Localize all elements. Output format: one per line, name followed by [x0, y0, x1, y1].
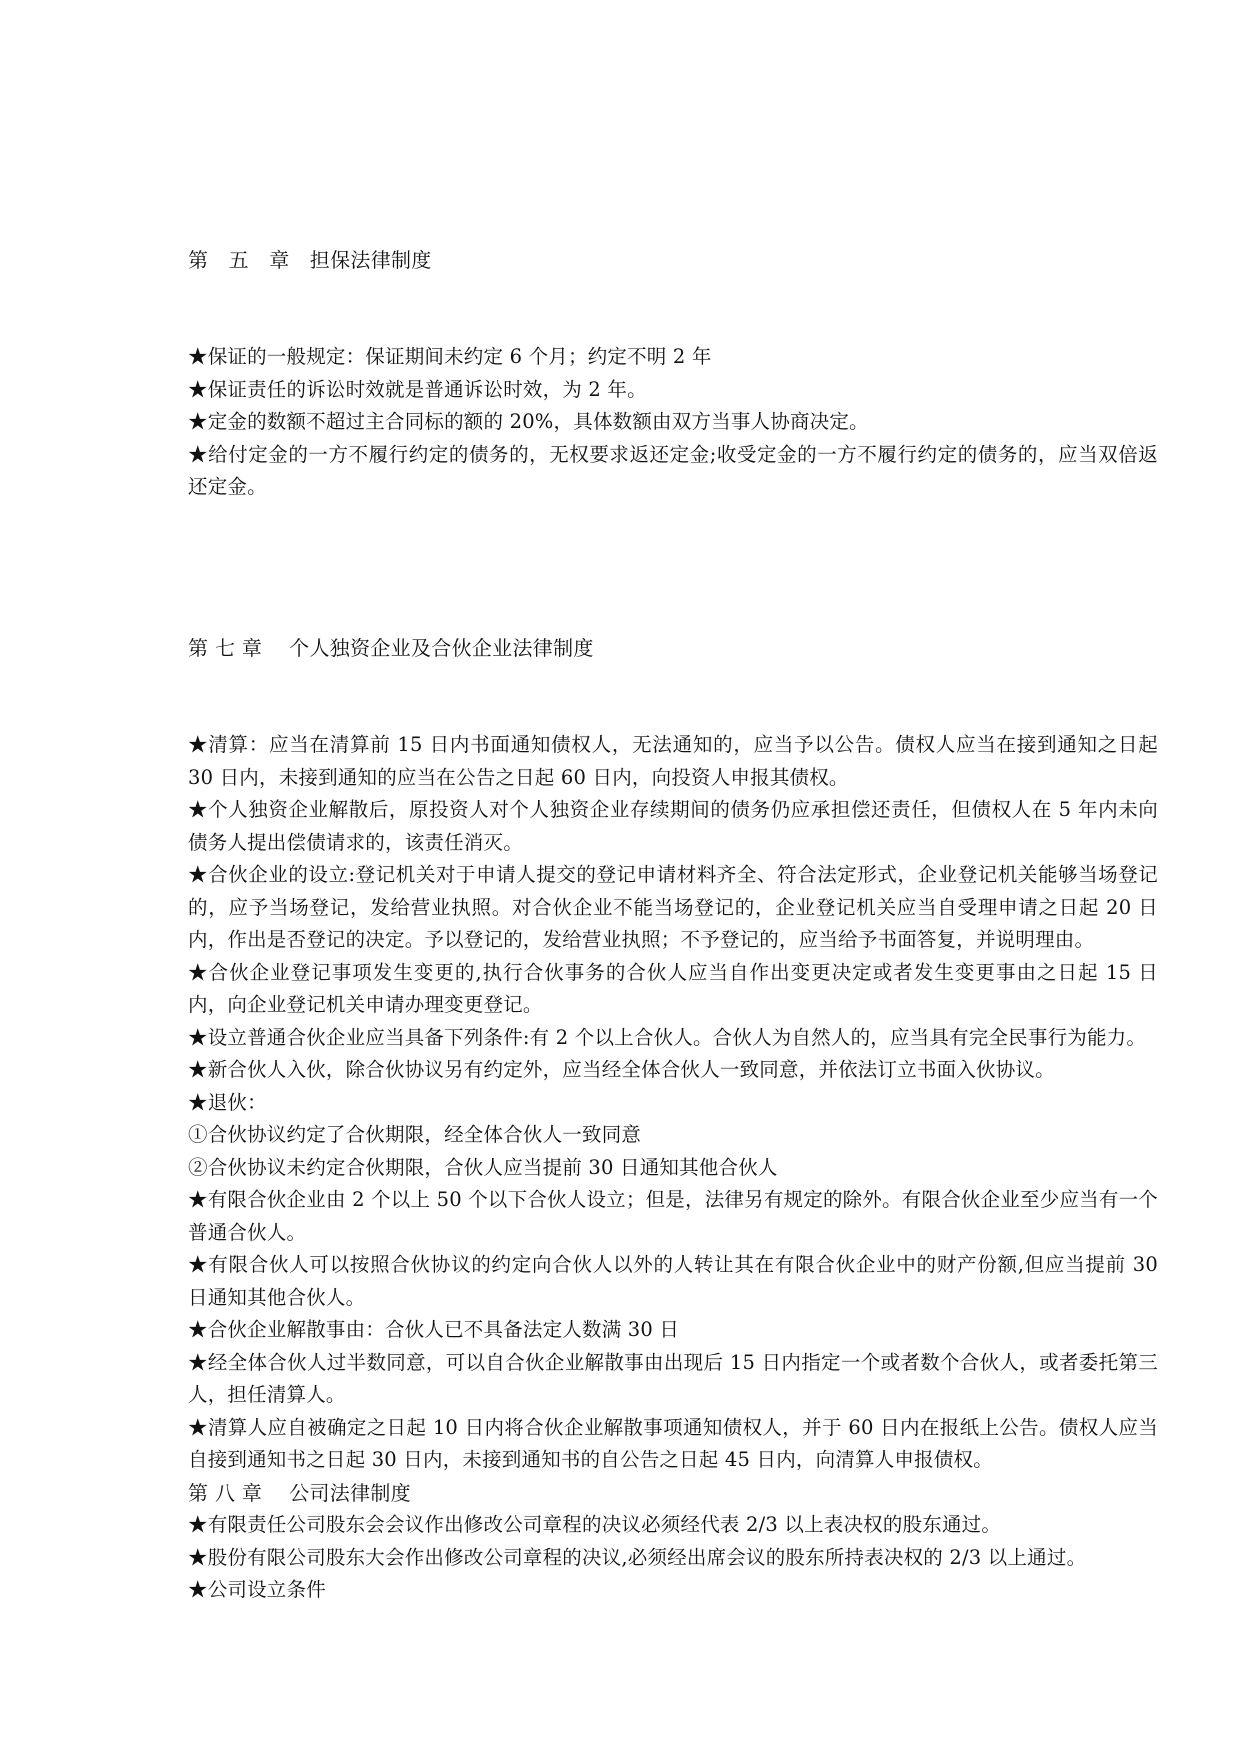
chapter-7-body	[188, 729, 1158, 1607]
chapter-5-item-3: ★定金的数额不超过主合同标的额的 20%，具体数额由双方当事人协商决定。	[188, 410, 869, 433]
chapter-7-item-13: ★经全体合伙人过半数同意，可以自合伙企业解散事由出现后 15 日内指定一个或者数个合伙人，或者委托第三人，担任清算人。	[188, 1350, 1158, 1406]
chapter-7-heading-block	[188, 632, 1158, 665]
chapter-5-item-1: ★保证的一般规定：保证期间未约定 6 个月；约定不明 2 年	[188, 345, 712, 368]
chapter-5-item-4: ★给付定金的一方不履行约定的债务的，无权要求返还定金;收受定金的一方不履行约定的债务的，应当双倍返还定金。	[188, 442, 1158, 498]
chapter-8-item-2: ★股份有限公司股东大会作出修改公司章程的决议,必须经出席会议的股东所持表决权的 2/3 以上通过。	[188, 1545, 1087, 1569]
chapter-8-item-1: ★有限责任公司股东会会议作出修改公司章程的决议必须经代表 2/3 以上表决权的股东通过。	[188, 1513, 1002, 1536]
chapter-5-heading: 第 五 章 担保法律制度	[188, 248, 432, 272]
chapter-7-item-8: ①合伙协议约定了合伙期限，经全体合伙人一致同意	[188, 1123, 642, 1146]
chapter-7-item-14: ★清算人应自被确定之日起 10 日内将合伙企业解散事项通知债权人，并于 60 日内在报纸上公告。债权人应当自接到通知书之日起 30 日内，未接到通知书的自公告之日起 45 日内，向清算人申报债权。	[188, 1415, 1158, 1471]
chapter-7-item-4: ★合伙企业登记事项发生变更的,执行合伙事务的合伙人应当自作出变更决定或者发生变更事由之日起 15 日内，向企业登记机关申请办理变更登记。	[188, 960, 1158, 1016]
chapter-5-heading-block	[188, 244, 1158, 277]
chapter-7-item-11: ★有限合伙人可以按照合伙协议的约定向合伙人以外的人转让其在有限合伙企业中的财产份额,但应当提前 30 日通知其他合伙人。	[188, 1253, 1158, 1309]
chapter-7-item-7: ★退伙：	[188, 1090, 267, 1114]
chapter-7-item-3: ★合伙企业的设立:登记机关对于申请人提交的登记申请材料齐全、符合法定形式，企业登记机关能够当场登记的，应予当场登记，发给营业执照。对合伙企业不能当场登记的，企业登记机关应当自受理申请之日起 20 日内，作出是否登记的决定。予以登记的，发给营业执照；不予登记的，应当给予书面答复，并说明理由。	[188, 863, 1158, 951]
chapter-8-item-3: ★公司设立条件	[188, 1578, 326, 1601]
chapter-7-item-1: ★清算：应当在清算前 15 日内书面通知债权人，无法通知的，应当予以公告。债权人应当在接到通知之日起 30 日内，未接到通知的应当在公告之日起 60 日内，向投资人申报其债权。	[188, 733, 1158, 789]
chapter-7-item-6: ★新合伙人入伙，除合伙协议另有约定外，应当经全体合伙人一致同意，并依法订立书面入伙协议。	[188, 1058, 1055, 1081]
chapter-7-item-9: ②合伙协议未约定合伙期限，合伙人应当提前 30 日通知其他合伙人	[188, 1155, 778, 1179]
chapter-8-heading: 第 八 章 公司法律制度	[188, 1480, 411, 1505]
chapter-7-heading: 第 七 章 个人独资企业及合伙企业法律制度	[188, 636, 594, 660]
chapter-7-item-12: ★合伙企业解散事由：合伙人已不具备法定人数满 30 日	[188, 1318, 680, 1341]
chapter-5-item-2: ★保证责任的诉讼时效就是普通诉讼时效，为 2 年。	[188, 377, 647, 401]
chapter-7-item-2: ★个人独资企业解散后，原投资人对个人独资企业存续期间的债务仍应承担偿还责任，但债权人在 5 年内未向债务人提出偿债请求的，该责任消灭。	[188, 798, 1158, 854]
chapter-7-item-5: ★设立普通合伙企业应当具备下列条件:有 2 个以上合伙人。合伙人为自然人的，应当具有完全民事行为能力。	[188, 1025, 1147, 1049]
chapter-7-item-10: ★有限合伙企业由 2 个以上 50 个以下合伙人设立；但是，法律另有规定的除外。有限合伙企业至少应当有一个普通合伙人。	[188, 1188, 1158, 1244]
chapter-5-body	[188, 341, 1158, 504]
